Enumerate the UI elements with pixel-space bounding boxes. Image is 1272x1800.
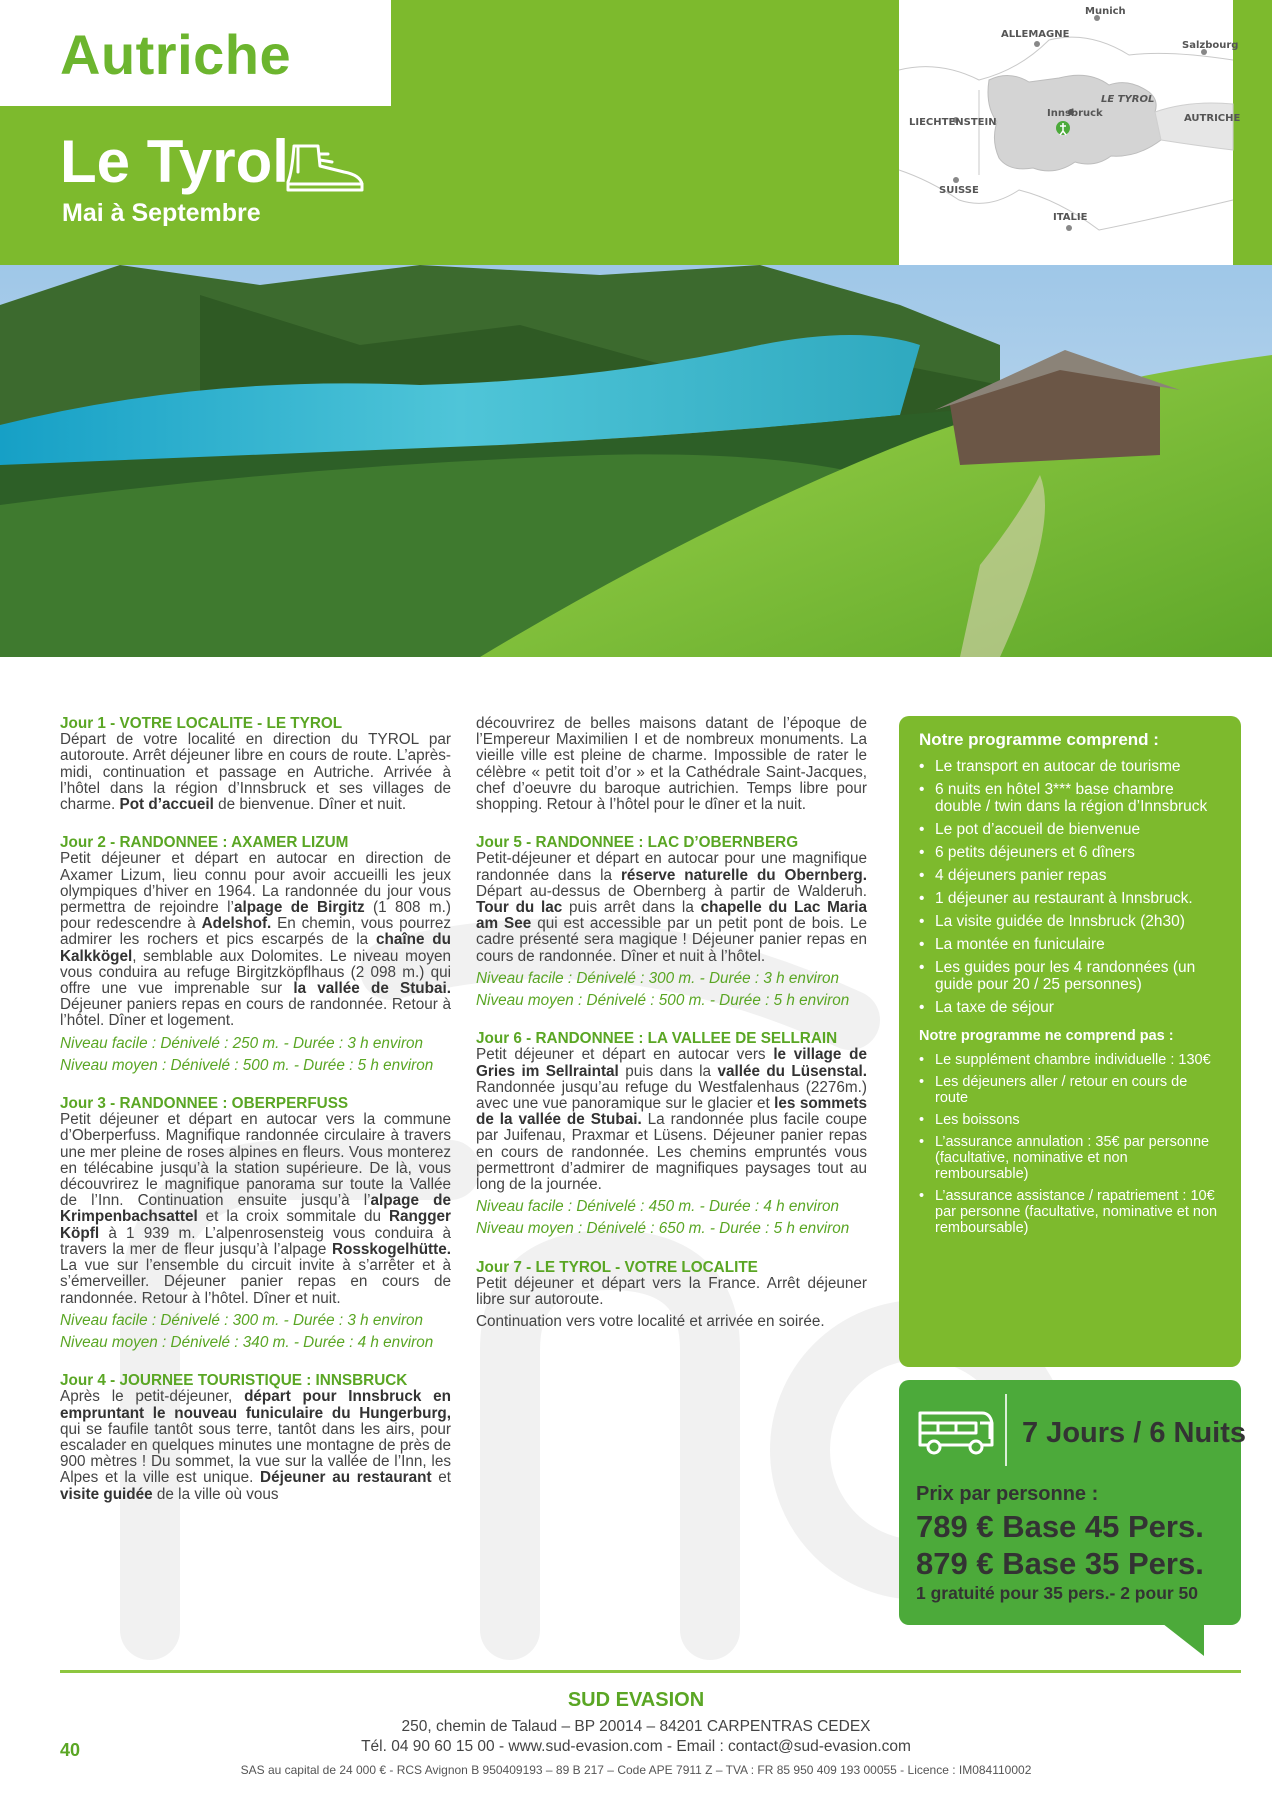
day-6-level-easy: Niveau facile : Dénivelé : 450 m. - Durée : 4 h environ [476, 1198, 840, 1216]
day-2-text: Petit déjeuner et départ en autocar en direction de Axamer Lizum, lieu connu pour avoir accueilli les jeux olympiques d’hiver en 1964. La randonnée du jour vous permettra de rejoindre l’ [60, 850, 451, 917]
day-6-level-medium: Niveau moyen : Dénivelé : 650 m. - Durée : 5 h environ [476, 1220, 850, 1238]
day-7-text-2: Continuation vers votre localité et arrivée en soirée. [476, 1313, 825, 1331]
day-5-text: Petit-déjeuner et départ en autocar pour une magnifique randonnée dans la [476, 850, 867, 884]
includes-title: Notre programme comprend : [919, 730, 1159, 749]
day-1-title: Jour 1 - VOTRE LOCALITE - LE TYROL [60, 715, 343, 732]
map-label-salzbourg: Salzbourg [1182, 40, 1239, 51]
itinerary-column-2 [476, 716, 867, 1353]
list-item: • Le pot d’accueil de bienvenue [919, 821, 1221, 838]
company-name: SUD EVASION [567, 1689, 705, 1711]
list-item: • Les guides pour les 4 randonnées (un guide pour 20 / 25 personnes) [919, 959, 1221, 993]
day-4-text-4: de la ville où vous [156, 1485, 279, 1503]
day-4-text-2: qui se faufile tantôt sous terre, tantôt dans les airs, pour escalader en quelques minutes une montagne de près de 900 mètres ! Du sommet, la vue sur la vallée de l’Inn, les Alpes et la ville est unique. [60, 1420, 451, 1487]
day-5-level-easy: Niveau facile : Dénivelé : 300 m. - Durée : 3 h environ [476, 969, 840, 987]
map-label-italie: ITALIE [1053, 212, 1088, 223]
location-map [893, 0, 1239, 300]
list-item: • 6 nuits en hôtel 3*** base chambre double / twin dans la région d’Innsbruck [919, 781, 1221, 815]
day-5-bold-2: Tour du lac [476, 899, 563, 917]
price-box-divider [1005, 1394, 1007, 1466]
trip-duration: 7 Jours / 6 Nuits [1022, 1417, 1247, 1449]
region-title: Le Tyrol [60, 128, 289, 195]
day-6 [476, 1031, 867, 1237]
price-label: Prix par personne : [916, 1483, 1099, 1505]
map-label-allemagne: ALLEMAGNE [1001, 29, 1070, 40]
day-3-text-2: et la croix sommitale du [205, 1208, 382, 1226]
day-4-text: Après le petit-déjeuner, [60, 1388, 233, 1406]
page-number: 40 [60, 1740, 81, 1760]
day-7-text: Petit déjeuner et départ vers la France. Arrêt déjeuner libre sur autoroute. [476, 1274, 867, 1309]
list-item: • Le supplément chambre individuelle : 130€ [919, 1052, 1221, 1068]
season-subtitle: Mai à Septembre [62, 199, 261, 227]
day-5-text-4: qui est accessible par un petit pont de bois. Le cadre présenté sera magique ! Déjeuner panier repas en cours de randonnée. Dîner et nuit à l’hôtel. [476, 915, 868, 965]
list-item: • L’assurance assistance / rapatriement : 10€ par personne (facultative, nominative et non remboursable) [919, 1188, 1221, 1236]
day-6-text: Petit déjeuner et départ en autocar vers [476, 1046, 766, 1064]
day-2 [60, 835, 451, 1074]
company-address: 250, chemin de Talaud – BP 20014 – 84201 CARPENTRAS CEDEX [401, 1718, 871, 1735]
day-6-title: Jour 6 - RANDONNEE : LA VALLEE DE SELLRAIN [476, 1030, 838, 1048]
day-3-level-easy: Niveau facile : Dénivelé : 300 m. - Durée : 3 h environ [60, 1311, 424, 1329]
day-6-text-4: La randonnée plus facile coupe par Juifenau, Praxmar et Lüsens. Déjeuner panier repas en cours de randonnée. Les chemins empruntés vous permettront d’admirer de magnifiques paysages tout au long de la journée. [476, 1111, 868, 1194]
map-label-munich: Munich [1085, 6, 1126, 17]
day-5-text-3: puis arrêt dans la [569, 899, 694, 917]
list-item: • 1 déjeuner au restaurant à Innsbruck. [919, 890, 1221, 907]
day-3-text-3: à 1 939 m. L’alpenrosensteig vous conduira à travers la mer de fleur jusqu’à l’alpage [60, 1224, 452, 1258]
day-3-bold-2: Rangger Köpfl [60, 1208, 452, 1242]
day-3-bold-3: Rosskogelhütte. [332, 1240, 451, 1258]
day-6-bold-1: le village de Gries im Sellraintal [476, 1046, 867, 1080]
day-5-level-medium: Niveau moyen : Dénivelé : 500 m. - Durée : 5 h environ [476, 992, 850, 1010]
day-3 [60, 1096, 451, 1351]
day-3-text: Petit déjeuner et départ en autocar vers la commune d’Oberperfuss. Magnifique randonnée circulaire à travers une mer pleine de roses alpines en fleurs. Vous monterez en télécabine jusqu’à la station supérieure. De là, vous découvrirez le magnifique panorama sur toute la Vallée de l’Inn. Continuation ensuite jusqu’à l’ [60, 1111, 451, 1210]
day-2-bold-1: alpage de Birgitz [233, 899, 365, 917]
day-4-bold-3: visite guidée [60, 1485, 153, 1503]
day-4-bold-1: départ pour Innsbruck en empruntant le nouveau funiculaire du Hungerburg, [60, 1388, 451, 1422]
price-box-tail [1158, 1620, 1204, 1656]
day-4-continuation: découvrirez de belles maisons datant de l’époque de l’Empereur Maximilien I et de nombreux monuments. La vieille ville est pleine de charme. Impossible de rater le célèbre « petit toit d’or » et la Cathédrale Saint-Jacques, chef d’oeuvre du baroque autrichien. Temps libre pour shopping. Retour à l’hôtel pour le dîner et la nuit. [476, 715, 867, 814]
day-1 [60, 716, 451, 813]
list-item: • Le transport en autocar de tourisme [919, 758, 1221, 775]
day-5-title: Jour 5 - RANDONNEE : LAC D’OBERNBERG [476, 834, 799, 852]
day-2-level-easy: Niveau facile : Dénivelé : 250 m. - Durée : 3 h environ [60, 1034, 424, 1052]
excludes-list [919, 1052, 1221, 1236]
legal-notice: SAS au capital de 24 000 € - RCS Avignon B 950409193 – 89 B 217 – Code APE 7911 Z – TVA : FR 85 950 409 193 00055 - Licence : IM084110002 [240, 1763, 1032, 1777]
day-2-text-3: En chemin, vous pourrez admirer les rochers et pics escarpés de la [60, 915, 451, 949]
hiker-marker-icon [1056, 121, 1070, 135]
day-6-text-3: Randonnée jusqu’au refuge du Westfalenhaus (2276m.) avec une vue panoramique sur le glacier et [476, 1078, 867, 1113]
day-4-text-3: et [438, 1469, 452, 1487]
footer-divider [60, 1670, 1241, 1673]
day-5-text-2: Départ au-dessus de Obernberg à partir de Walderuh. [476, 882, 867, 900]
day-3-bold-1: alpage de Krimpenbachsattel [60, 1192, 452, 1226]
day-2-text-4: , semblable aux Dolomites. Le niveau moyen vous conduira au refuge Birgitzköpflhaus (2 098 m.) qui offre une vue imprenable sur [60, 947, 451, 998]
day-2-title: Jour 2 - RANDONNEE : AXAMER LIZUM [60, 834, 349, 852]
map-label-suisse: SUISSE [939, 185, 979, 196]
list-item: • La visite guidée de Innsbruck (2h30) [919, 913, 1221, 930]
list-item: • L’assurance annulation : 35€ par personne (facultative, nominative et non remboursable) [919, 1134, 1221, 1182]
country-title: Autriche [60, 23, 292, 86]
price-gratuity: 1 gratuité pour 35 pers.- 2 pour 50 [916, 1583, 1199, 1603]
hiking-boot-icon [284, 142, 366, 198]
list-item: • 4 déjeuners panier repas [919, 867, 1221, 884]
includes-list [919, 758, 1221, 1016]
itinerary-column-1 [60, 716, 451, 1525]
day-1-text: Départ de votre localité en direction du TYROL par autoroute. Arrêt déjeuner libre en cours de route. L’après-midi, continuation et passage en Autriche. Arrivée à l’hôtel dans la région d’Innsbruck et ses villages de charme. [60, 731, 451, 814]
day-3-title: Jour 3 - RANDONNEE : OBERPERFUSS [60, 1095, 349, 1113]
list-item: • Les déjeuners aller / retour en cours de route [919, 1074, 1221, 1106]
program-includes-box [899, 716, 1241, 1367]
company-contact: Tél. 04 90 60 15 00 - www.sud-evasion.com - Email : contact@sud-evasion.com [361, 1738, 911, 1755]
day-4-bold-2: Déjeuner au restaurant [260, 1469, 432, 1487]
excludes-title: Notre programme ne comprend pas : [919, 1028, 1174, 1044]
day-5-bold-3: chapelle du Lac Maria am See [476, 899, 868, 933]
day-2-bold-3: chaîne du Kalkkögel [60, 931, 451, 965]
day-2-bold-4: la vallée de Stubai. [293, 980, 452, 998]
map-label-autriche: AUTRICHE [1184, 113, 1241, 124]
day-1-text-2: de bienvenue. Dîner et nuit. [218, 796, 407, 814]
price-base-45: 789 € Base 45 Pers. [916, 1509, 1204, 1544]
day-6-bold-2: vallée du Lüsenstal. [717, 1062, 868, 1080]
map-label-le-tyrol: LE TYROL [1101, 94, 1155, 105]
day-4-title: Jour 4 - JOURNEE TOURISTIQUE : INNSBRUCK [60, 1372, 408, 1390]
day-2-text-5: Déjeuner paniers repas en cours de randonnée. Retour à l’hôtel. Dîner et logement. [60, 996, 451, 1030]
day-6-bold-3: les sommets de la vallée de Stubai. [476, 1095, 867, 1129]
day-6-text-2: puis dans la [625, 1062, 712, 1080]
list-item: • Les boissons [919, 1112, 1221, 1128]
map-label-innsbruck: Innsbruck [1047, 108, 1103, 119]
day-3-text-4: La vue sur l’ensemble du circuit invite à s’arrêter et à s’émerveiller. Déjeuner panier repas en cours de randonnée. Retour à l’hôtel. Dîner et nuit. [60, 1257, 451, 1307]
day-2-bold-2: Adelshof. [201, 915, 272, 933]
day-7-title: Jour 7 - LE TYROL - VOTRE LOCALITE [476, 1258, 758, 1276]
day-7 [476, 1260, 867, 1331]
map-label-liechtenstein: LIECHTENSTEIN [909, 117, 997, 128]
list-item: • La montée en funiculaire [919, 936, 1221, 953]
list-item: • 6 petits déjeuners et 6 dîners [919, 844, 1221, 861]
bus-icon [916, 1405, 996, 1457]
day-2-level-medium: Niveau moyen : Dénivelé : 500 m. - Durée : 5 h environ [60, 1056, 434, 1074]
day-4 [60, 1373, 451, 1503]
day-4-continued [476, 716, 867, 813]
day-5 [476, 835, 867, 1009]
day-1-bold: Pot d’accueil [119, 796, 214, 814]
price-base-35: 879 € Base 35 Pers. [916, 1546, 1204, 1581]
list-item: • La taxe de séjour [919, 999, 1221, 1016]
day-5-bold-1: réserve naturelle du Obernberg. [620, 866, 867, 884]
day-2-text-2: (1 808 m.) pour redescendre à [60, 899, 451, 933]
day-3-level-medium: Niveau moyen : Dénivelé : 340 m. - Durée : 4 h environ [60, 1333, 434, 1351]
mountain-lake-photo [0, 265, 1272, 657]
